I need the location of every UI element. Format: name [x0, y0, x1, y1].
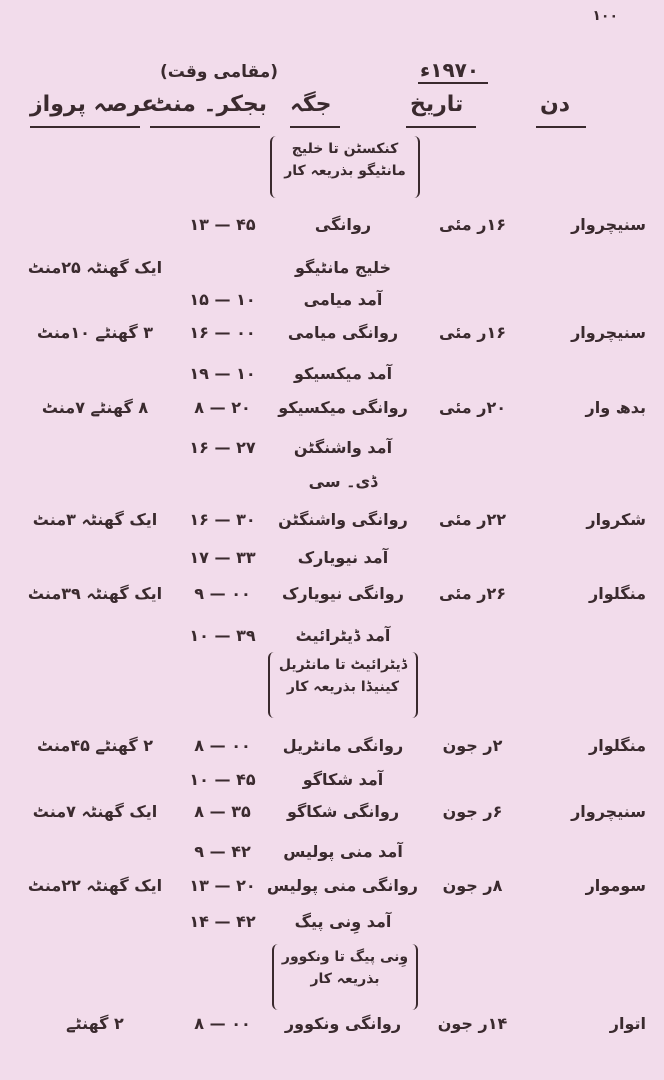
row-time: ۸ — ۰۰	[194, 1014, 251, 1033]
row-duration: ۸ گھنٹے ۷منٹ	[41, 398, 149, 417]
row-duration: ایک گھنٹہ ۲۲منٹ	[27, 876, 163, 895]
header-time: بجکر۔ منٹ	[150, 92, 268, 117]
row-duration: ایک گھنٹہ ۳منٹ	[32, 510, 158, 529]
row-place: روانگی نیویارک	[282, 584, 404, 603]
row-time: ۱۳ — ۲۰	[189, 876, 256, 895]
row-day: شکروار	[586, 510, 646, 529]
header-day: دن	[540, 92, 571, 117]
row-time: ۱۰ — ۳۹	[189, 626, 256, 645]
row-duration: ۲ گھنٹے ۴۵منٹ	[36, 736, 154, 755]
row-day: منگلوار	[589, 584, 646, 603]
row-place: ڈی۔ سی	[308, 472, 378, 491]
row-date: ۱۶ر مئی	[439, 215, 506, 234]
row-time: ۱۹ — ۱۰	[189, 364, 256, 383]
row-place: آمد وِنی پیگ	[294, 912, 392, 931]
row-time: ۱۴ — ۴۲	[189, 912, 256, 931]
row-date: ۲۰ر مئی	[439, 398, 506, 417]
row-time: ۱۰ — ۴۵	[189, 770, 256, 789]
row-day: بدھ وار	[585, 398, 646, 417]
row-time: ۱۵ — ۱۰	[189, 290, 256, 309]
row-time: ۱۳ — ۴۵	[189, 215, 256, 234]
row-date: ۲ر جون	[442, 736, 503, 755]
year-heading: ۱۹۷۰ء	[420, 58, 480, 82]
row-place: روانگی مانٹریل	[282, 736, 404, 755]
route-note-line: کنکسٹن تا خلیج	[291, 141, 399, 157]
row-place: روانگی شکاگو	[286, 802, 400, 821]
row-place: آمد میامی	[303, 290, 383, 309]
row-place: آمد شکاگو	[302, 770, 384, 789]
header-place: جگہ	[290, 92, 332, 117]
page-number: ۱۰۰	[592, 8, 618, 24]
route-note-line: مانٹیگو بذریعہ کار	[284, 163, 406, 179]
local-time-label: (مقامی وقت)	[160, 62, 279, 82]
row-date: ۲۶ر مئی	[439, 584, 506, 603]
header-date: تاریخ	[410, 92, 464, 117]
row-place: آمد میکسیکو	[293, 364, 393, 383]
row-date: ۱۶ر مئی	[439, 323, 506, 342]
row-place: آمد واشنگٹن	[293, 438, 393, 457]
row-place: روانگی میکسیکو	[278, 398, 408, 417]
row-time: ۱۷ — ۳۳	[189, 548, 256, 567]
row-date: ۸ر جون	[442, 876, 503, 895]
row-day: سنیچروار	[571, 802, 646, 821]
row-date: ۲۲ر مئی	[439, 510, 506, 529]
header-duration: عرصہ پرواز	[30, 92, 157, 117]
route-note-line: وِنی پیگ تا ونکوور	[281, 949, 409, 965]
route-note-line: کینیڈا بذریعہ کار	[286, 679, 400, 695]
row-day: سنیچروار	[571, 215, 646, 234]
route-note-line: ڈیٹرائیٹ تا مانٹریل	[278, 657, 408, 673]
row-place: آمد نیویارک	[297, 548, 389, 567]
row-time: ۱۶ — ۰۰	[189, 323, 256, 342]
row-place: روانگی میامی	[287, 323, 399, 342]
row-time: ۹ — ۴۲	[194, 842, 251, 861]
row-place: روانگی منی پولیس	[266, 876, 418, 895]
row-place: آمد ڈیٹرائیٹ	[295, 626, 391, 645]
row-time: ۱۶ — ۳۰	[189, 510, 256, 529]
row-time: ۱۶ — ۲۷	[189, 438, 256, 457]
row-day: منگلوار	[589, 736, 646, 755]
row-duration: ایک گھنٹہ ۷منٹ	[32, 802, 158, 821]
row-day: سوموار	[585, 876, 646, 895]
row-place: روانگی	[314, 215, 372, 234]
row-duration: ایک گھنٹہ ۳۹منٹ	[27, 584, 163, 603]
row-place: روانگی ونکوور	[284, 1014, 402, 1033]
row-place: آمد منی پولیس	[283, 842, 403, 861]
route-note-line: بذریعہ کار	[310, 971, 380, 987]
row-time: ۸ — ۲۰	[194, 398, 251, 417]
row-duration: ۳ گھنٹے ۱۰منٹ	[36, 323, 154, 342]
row-day: سنیچروار	[571, 323, 646, 342]
row-date: ۱۴ر جون	[437, 1014, 508, 1033]
row-duration: ایک گھنٹہ ۲۵منٹ	[27, 258, 163, 277]
row-duration: ۲ گھنٹے	[66, 1014, 124, 1033]
row-time: ۸ — ۳۵	[194, 802, 251, 821]
row-time: ۸ — ۰۰	[194, 736, 251, 755]
row-date: ۶ر جون	[442, 802, 503, 821]
row-place: خلیج مانٹیگو	[294, 258, 391, 277]
row-place: روانگی واشنگٹن	[278, 510, 408, 529]
row-day: اتوار	[609, 1014, 646, 1033]
row-time: ۹ — ۰۰	[194, 584, 251, 603]
